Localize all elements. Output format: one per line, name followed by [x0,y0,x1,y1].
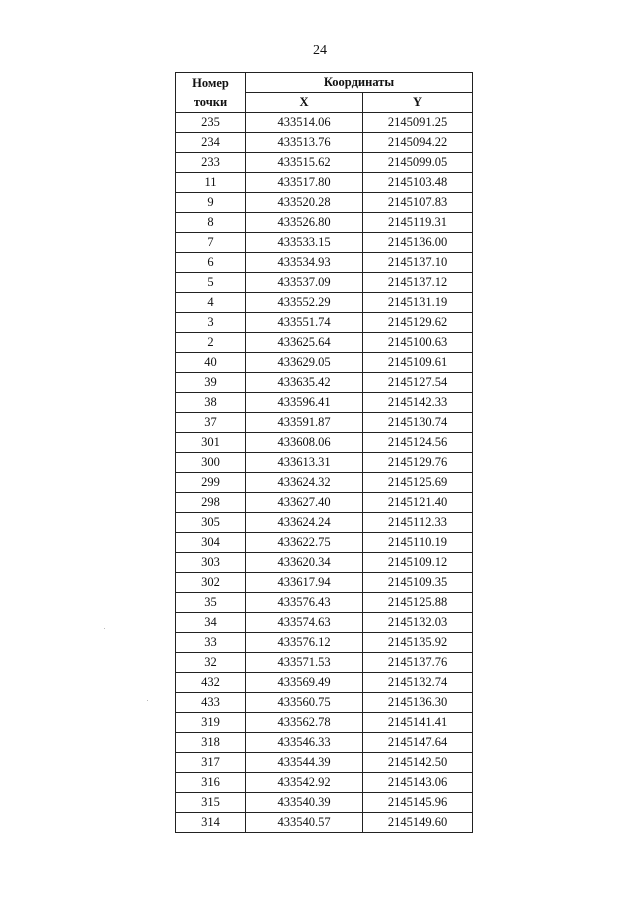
cell-point-number: 318 [176,733,246,753]
cell-y: 2145136.00 [363,233,473,253]
cell-x: 433552.29 [246,293,363,313]
table-row [176,393,473,413]
table-row [176,713,473,733]
cell-x: 433571.53 [246,653,363,673]
cell-point-number: 299 [176,473,246,493]
cell-x: 433576.43 [246,593,363,613]
cell-x: 433622.75 [246,533,363,553]
cell-x: 433574.63 [246,613,363,633]
cell-y: 2145119.31 [363,213,473,233]
cell-y: 2145137.76 [363,653,473,673]
table-row [176,413,473,433]
header-coordinates: Координаты [246,73,473,93]
cell-point-number: 2 [176,333,246,353]
cell-x: 433624.24 [246,513,363,533]
table-row [176,593,473,613]
table-row [176,653,473,673]
table-row [176,693,473,713]
cell-x: 433569.49 [246,673,363,693]
table-row [176,733,473,753]
table-row [176,313,473,333]
cell-point-number: 432 [176,673,246,693]
cell-point-number: 314 [176,813,246,833]
cell-point-number: 7 [176,233,246,253]
cell-point-number: 234 [176,133,246,153]
header-point-number: Номер точки [176,73,246,113]
table-row [176,333,473,353]
cell-point-number: 233 [176,153,246,173]
table-row [176,513,473,533]
cell-x: 433540.39 [246,793,363,813]
cell-x: 433608.06 [246,433,363,453]
cell-point-number: 37 [176,413,246,433]
table-row [176,533,473,553]
table-row [176,633,473,653]
table-row [176,373,473,393]
cell-y: 2145145.96 [363,793,473,813]
cell-point-number: 3 [176,313,246,333]
cell-point-number: 9 [176,193,246,213]
cell-x: 433576.12 [246,633,363,653]
cell-x: 433635.42 [246,373,363,393]
cell-point-number: 33 [176,633,246,653]
cell-y: 2145125.88 [363,593,473,613]
scan-speck [147,700,148,701]
cell-x: 433551.74 [246,313,363,333]
cell-y: 2145142.50 [363,753,473,773]
table-row [176,273,473,293]
cell-y: 2145107.83 [363,193,473,213]
table-row [176,753,473,773]
cell-x: 433515.62 [246,153,363,173]
table-row [176,253,473,273]
cell-y: 2145109.61 [363,353,473,373]
cell-point-number: 315 [176,793,246,813]
cell-y: 2145121.40 [363,493,473,513]
cell-x: 433533.15 [246,233,363,253]
header-x: X [246,93,363,113]
table-row [176,233,473,253]
cell-point-number: 316 [176,773,246,793]
cell-y: 2145141.41 [363,713,473,733]
cell-x: 433537.09 [246,273,363,293]
cell-y: 2145125.69 [363,473,473,493]
table-row [176,133,473,153]
cell-point-number: 235 [176,113,246,133]
cell-y: 2145132.03 [363,613,473,633]
table-row [176,433,473,453]
cell-y: 2145147.64 [363,733,473,753]
table-row [176,173,473,193]
table-row [176,113,473,133]
table-header [176,73,473,113]
table-row [176,153,473,173]
cell-y: 2145094.22 [363,133,473,153]
page-number: 24 [313,43,327,58]
cell-y: 2145129.76 [363,453,473,473]
cell-point-number: 34 [176,613,246,633]
header-y: Y [363,93,473,113]
cell-y: 2145149.60 [363,813,473,833]
cell-y: 2145136.30 [363,693,473,713]
cell-point-number: 433 [176,693,246,713]
cell-x: 433596.41 [246,393,363,413]
cell-point-number: 301 [176,433,246,453]
cell-point-number: 39 [176,373,246,393]
cell-y: 2145131.19 [363,293,473,313]
table-row [176,493,473,513]
cell-x: 433591.87 [246,413,363,433]
cell-x: 433520.28 [246,193,363,213]
cell-point-number: 6 [176,253,246,273]
table-body [176,113,473,833]
cell-x: 433514.06 [246,113,363,133]
cell-point-number: 38 [176,393,246,413]
table-row [176,193,473,213]
cell-y: 2145110.19 [363,533,473,553]
cell-point-number: 303 [176,553,246,573]
cell-x: 433613.31 [246,453,363,473]
cell-point-number: 302 [176,573,246,593]
cell-point-number: 8 [176,213,246,233]
table-row [176,553,473,573]
cell-x: 433624.32 [246,473,363,493]
cell-x: 433534.93 [246,253,363,273]
table-row [176,293,473,313]
cell-point-number: 5 [176,273,246,293]
cell-y: 2145091.25 [363,113,473,133]
cell-x: 433625.64 [246,333,363,353]
cell-x: 433562.78 [246,713,363,733]
cell-point-number: 298 [176,493,246,513]
coordinates-table [175,72,473,833]
cell-y: 2145143.06 [363,773,473,793]
cell-x: 433526.80 [246,213,363,233]
cell-point-number: 304 [176,533,246,553]
table-row [176,613,473,633]
cell-y: 2145130.74 [363,413,473,433]
cell-y: 2145109.35 [363,573,473,593]
cell-x: 433540.57 [246,813,363,833]
cell-x: 433629.05 [246,353,363,373]
cell-point-number: 40 [176,353,246,373]
cell-x: 433560.75 [246,693,363,713]
table-row [176,773,473,793]
cell-y: 2145135.92 [363,633,473,653]
table-row [176,673,473,693]
cell-point-number: 305 [176,513,246,533]
table-row [176,813,473,833]
table-row [176,793,473,813]
table-row [176,353,473,373]
cell-x: 433542.92 [246,773,363,793]
cell-point-number: 300 [176,453,246,473]
cell-x: 433620.34 [246,553,363,573]
cell-point-number: 319 [176,713,246,733]
table-row [176,473,473,493]
cell-point-number: 4 [176,293,246,313]
cell-y: 2145099.05 [363,153,473,173]
cell-x: 433544.39 [246,753,363,773]
cell-y: 2145129.62 [363,313,473,333]
cell-y: 2145124.56 [363,433,473,453]
table-row [176,453,473,473]
cell-point-number: 11 [176,173,246,193]
cell-y: 2145109.12 [363,553,473,573]
cell-y: 2145137.12 [363,273,473,293]
cell-y: 2145127.54 [363,373,473,393]
cell-x: 433517.80 [246,173,363,193]
cell-x: 433627.40 [246,493,363,513]
cell-x: 433617.94 [246,573,363,593]
table-row [176,213,473,233]
cell-y: 2145142.33 [363,393,473,413]
cell-x: 433513.76 [246,133,363,153]
cell-y: 2145132.74 [363,673,473,693]
scan-speck [104,628,105,629]
table-row [176,573,473,593]
cell-x: 433546.33 [246,733,363,753]
cell-y: 2145112.33 [363,513,473,533]
cell-point-number: 35 [176,593,246,613]
cell-y: 2145100.63 [363,333,473,353]
cell-y: 2145137.10 [363,253,473,273]
cell-point-number: 32 [176,653,246,673]
cell-y: 2145103.48 [363,173,473,193]
cell-point-number: 317 [176,753,246,773]
